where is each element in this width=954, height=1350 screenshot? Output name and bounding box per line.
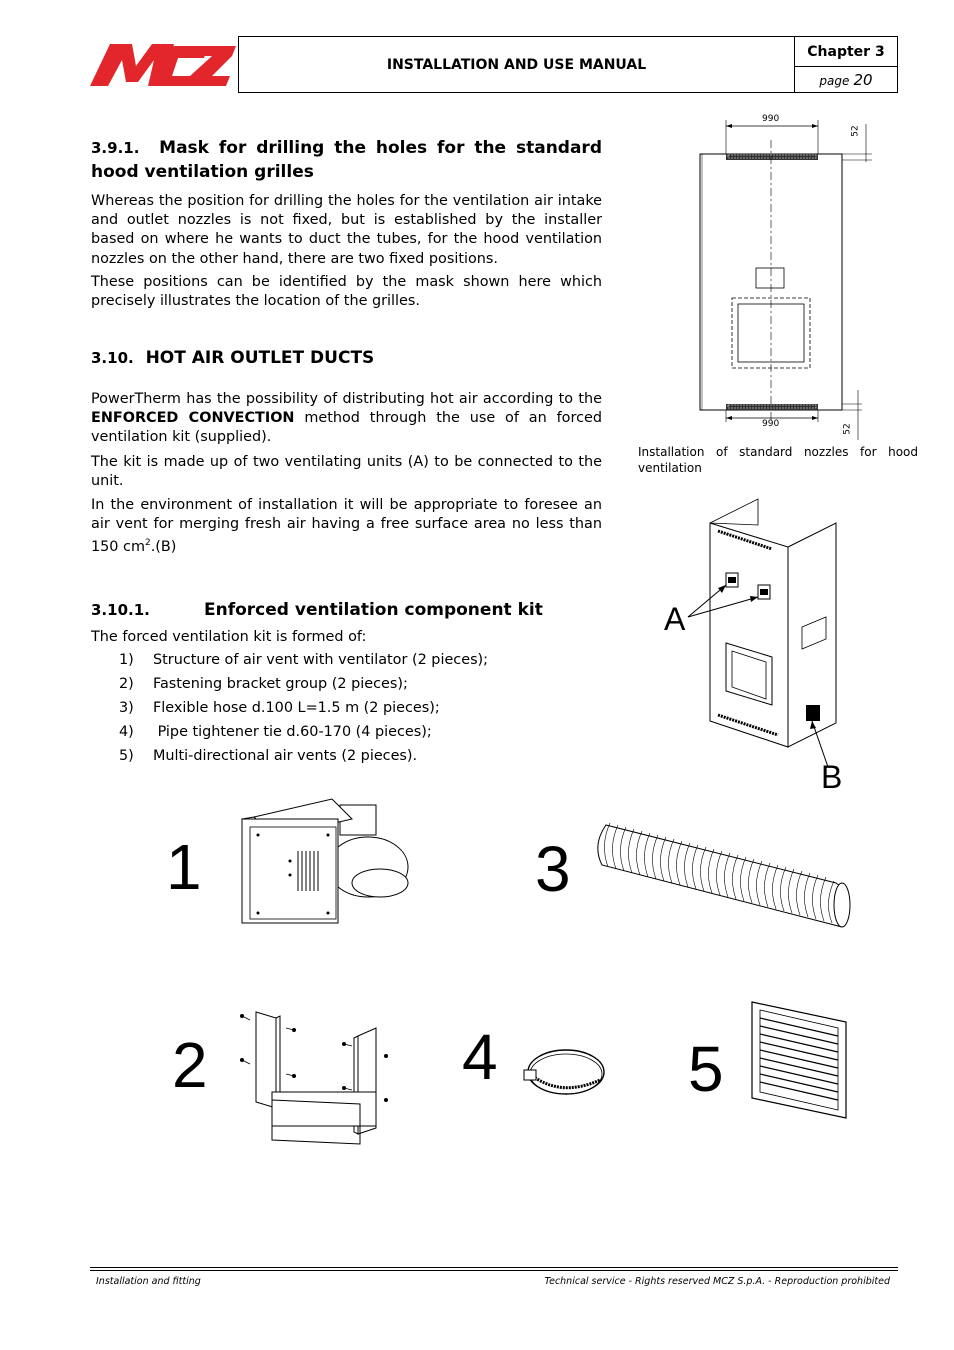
logo xyxy=(90,42,236,88)
section-title: Mask for drilling the holes for the standard hood ventilation grilles xyxy=(91,138,602,182)
page-box xyxy=(794,66,898,93)
ventilator-unit-icon xyxy=(240,795,415,925)
list-item xyxy=(91,651,602,670)
footer-right: Technical service - Rights reserved MCZ S.p.A. - Reproduction prohibited xyxy=(544,1276,890,1287)
pipe-clamp-icon xyxy=(520,1040,608,1100)
mask-drawing xyxy=(690,110,890,440)
paragraph: These positions can be identified by the mask shown here which precisely illustrates the location of the grilles. xyxy=(91,273,602,310)
section-3-10 xyxy=(91,346,602,557)
dim-label-bottom: 990 xyxy=(762,419,780,429)
paragraph: The kit is made up of two ventilating units (A) to be connected to the unit. xyxy=(91,453,602,489)
list-intro: The forced ventilation kit is formed of: xyxy=(91,629,367,645)
section-title: Enforced ventilation component kit xyxy=(204,600,543,620)
section-heading xyxy=(91,346,602,370)
figure-number-3: 3 xyxy=(535,833,571,905)
mask-caption-line1: Installation of standard nozzles for hood xyxy=(638,445,918,459)
list-text: Multi-directional air vents (2 pieces). xyxy=(153,748,418,765)
chapter-label: Chapter 3 xyxy=(807,44,885,60)
text-run: In the environment of installation it will be appropriate to foresee an air vent for merging fresh air having a free surface area no less than 150 cm xyxy=(91,497,602,556)
superscript: 2 xyxy=(144,538,151,549)
bracket-figure xyxy=(236,1008,396,1153)
hood-diagram xyxy=(660,495,850,755)
mcz-logo-icon xyxy=(90,42,236,88)
section-3-9-1 xyxy=(91,136,602,311)
section-title: HOT AIR OUTLET DUCTS xyxy=(145,348,375,368)
list-number: 3) xyxy=(119,700,134,717)
list-item xyxy=(91,747,602,766)
fan-unit-figure xyxy=(240,795,415,925)
dim-label-top: 990 xyxy=(762,114,780,124)
figure-number-5: 5 xyxy=(688,1033,724,1105)
footer-left: Installation and fitting xyxy=(96,1276,201,1287)
chapter-box xyxy=(794,36,898,67)
list-item xyxy=(91,699,602,718)
figure-number-4: 4 xyxy=(462,1021,498,1093)
list-number: 5) xyxy=(119,748,134,765)
label-b: B xyxy=(821,759,843,795)
paragraph xyxy=(91,496,602,557)
list-item xyxy=(91,675,602,694)
section-heading xyxy=(91,598,602,622)
list-number: 1) xyxy=(119,652,134,669)
list-text: Pipe tightener tie d.60-170 (4 pieces); xyxy=(153,724,432,741)
manual-title: INSTALLATION AND USE MANUAL xyxy=(386,56,647,73)
section-3-10-1 xyxy=(91,598,602,771)
figure-number-1: 1 xyxy=(166,831,202,903)
text-run: method through the use of an forced ventilation kit (supplied). xyxy=(91,410,602,446)
flexible-hose-icon xyxy=(596,815,854,935)
mask-caption-line2: ventilation xyxy=(638,461,702,475)
paragraph: Whereas the position for drilling the holes for the ventilation air intake and outlet nozzles is not fixed, but is established by the installer based on where he wants to duct the tubes, for the hood ventilation nozzles on the other hand, there are two fixed positions. xyxy=(91,193,602,267)
dim-label-side-bottom: 52 xyxy=(842,423,853,435)
list-item xyxy=(91,723,602,742)
page-indicator xyxy=(795,67,897,95)
label-a: A xyxy=(664,601,686,637)
section-number: 3.10.1. xyxy=(91,601,150,619)
section-heading xyxy=(91,136,602,184)
section-number: 3.9.1. xyxy=(91,139,140,157)
figure-number-2: 2 xyxy=(172,1029,208,1101)
drilling-mask-diagram xyxy=(690,110,890,440)
page-number: 20 xyxy=(853,71,873,89)
paragraph xyxy=(91,390,602,448)
hood-drawing xyxy=(660,495,850,805)
text-run: .(B) xyxy=(150,539,177,556)
footer-rule-thin xyxy=(90,1270,898,1271)
section-number: 3.10. xyxy=(91,349,134,367)
list-number: 2) xyxy=(119,676,134,693)
list-number: 4) xyxy=(119,724,134,741)
dim-label-side-top: 52 xyxy=(850,125,861,137)
list-text: Fastening bracket group (2 pieces); xyxy=(153,676,408,693)
manual-title-box xyxy=(238,36,795,93)
hose-figure xyxy=(596,815,854,935)
multidirectional-air-vent-icon xyxy=(750,1000,850,1120)
page-prefix: page xyxy=(819,74,850,88)
bold-text-run: ENFORCED CONVECTION xyxy=(91,410,295,427)
list-text: Flexible hose d.100 L=1.5 m (2 pieces); xyxy=(153,700,440,717)
text-run: PowerTherm has the possibility of distributing hot air according to the xyxy=(91,391,602,407)
fastening-bracket-icon xyxy=(236,1008,396,1153)
footer-rule xyxy=(90,1267,898,1268)
clamp-figure xyxy=(520,1040,608,1100)
air-vent-figure xyxy=(750,1000,850,1120)
list-text: Structure of air vent with ventilator (2 pieces); xyxy=(153,652,489,669)
component-list xyxy=(91,651,602,766)
